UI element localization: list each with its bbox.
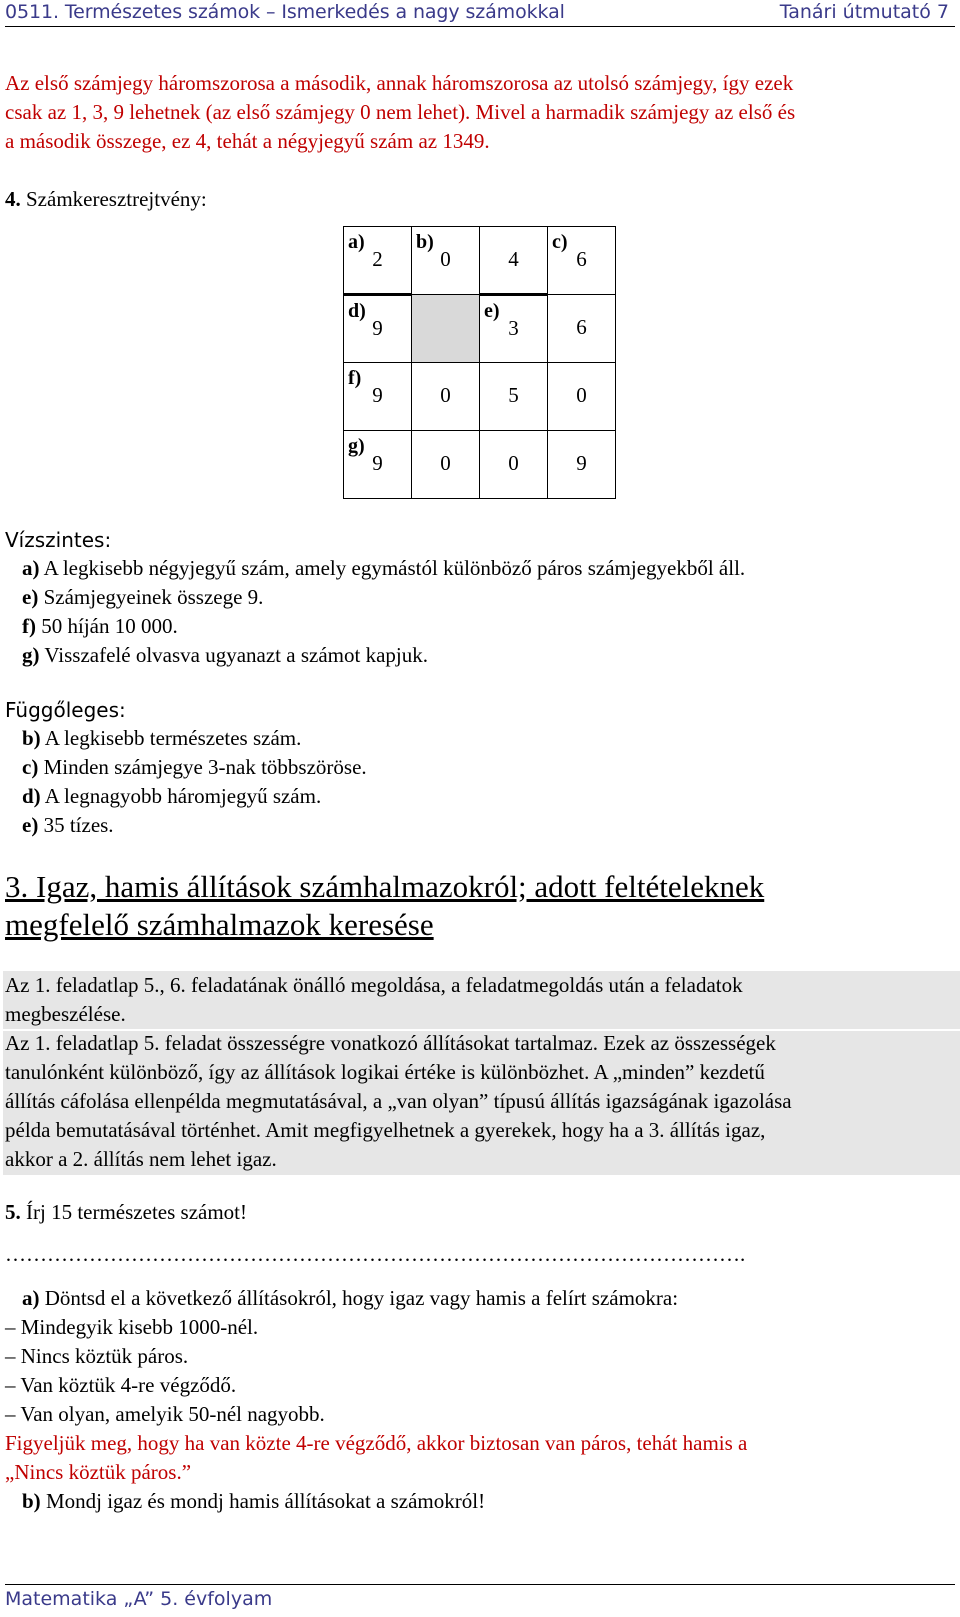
task-5-number: 5.	[5, 1200, 21, 1224]
task-4-text: Számkeresztrejtvény:	[20, 187, 207, 211]
cell-label: b)	[416, 231, 434, 253]
task-4-number: 4.	[5, 187, 21, 211]
clue-text: A legnagyobb háromjegyű szám.	[40, 784, 322, 808]
crossword-cell	[344, 431, 412, 499]
task-5a-text: Döntsd el a következő állításokról, hogy igaz vagy hamis a felírt számokra:	[39, 1286, 679, 1310]
shaded-1-line: megbeszélése.	[5, 1002, 126, 1026]
crossword-cell	[480, 295, 548, 363]
cell-digit: 9	[372, 451, 383, 475]
cell-label: e)	[484, 300, 500, 322]
shaded-2-line: Az 1. feladatlap 5. feladat összességre vonatkozó állításokat tartalmaz. Ezek az összességek	[5, 1031, 776, 1055]
cell-label: f)	[348, 367, 362, 389]
cell-label: g)	[348, 435, 365, 457]
vertical-clue	[22, 753, 367, 782]
header-page-info: Tanári útmutató 7	[779, 1, 949, 23]
footer-text: Matematika „A” 5. évfolyam	[5, 1588, 273, 1610]
statement: – Mindegyik kisebb 1000-nél.	[5, 1315, 259, 1339]
task-5-title	[5, 1198, 247, 1227]
answer-dotted-line: …………………………………………………………………………………………….	[5, 1242, 746, 1266]
statement: – Van olyan, amelyik 50-nél nagyobb.	[5, 1402, 325, 1426]
crossword-grid	[343, 226, 616, 499]
shaded-2-line: tanulónként különböző, így az állítások logikai értéke is különbözhet. A „minden” kezdetű	[5, 1060, 765, 1084]
clue-key: c)	[22, 755, 39, 779]
cell-digit: 5	[508, 383, 519, 407]
statement: – Van köztük 4-re végződő.	[5, 1373, 237, 1397]
task-5a	[22, 1284, 678, 1313]
horizontal-clue	[22, 554, 745, 583]
cell-digit: 0	[440, 451, 451, 475]
cell-digit: 0	[440, 247, 451, 271]
cell-label: c)	[552, 231, 568, 253]
crossword-cell	[412, 227, 480, 295]
clue-text: A legkisebb természetes szám.	[40, 726, 302, 750]
task-5a-key: a)	[22, 1286, 40, 1310]
clue-key: f)	[22, 614, 36, 638]
clue-text: 35 tízes.	[38, 813, 114, 837]
clue-key: b)	[22, 726, 41, 750]
section-3-heading	[5, 868, 905, 944]
clue-key: g)	[22, 643, 40, 667]
task-5b	[22, 1487, 485, 1516]
vertical-clue	[22, 782, 321, 811]
shaded-2-line: állítás cáfolása ellenpélda megmutatásával, a „van olyan” típusú állítás igazságának igazolása	[5, 1089, 792, 1113]
section-3-heading-line-1: 3. Igaz, hamis állítások számhalmazokról; adott feltételeknek	[5, 869, 765, 904]
cell-label: d)	[348, 300, 366, 322]
crossword-cell	[548, 431, 616, 499]
horizontal-heading: Vízszintes:	[5, 528, 112, 552]
clue-text: Számjegyeinek összege 9.	[38, 585, 264, 609]
page-footer	[5, 1584, 955, 1610]
horizontal-clue	[22, 641, 428, 670]
vertical-clue	[22, 724, 301, 753]
crossword-cell	[480, 431, 548, 499]
crossword-cell	[344, 363, 412, 431]
cell-digit: 9	[576, 451, 587, 475]
crossword-cell	[344, 227, 412, 295]
crossword-cell	[548, 363, 616, 431]
clue-key: e)	[22, 585, 39, 609]
crossword-cell	[412, 431, 480, 499]
clue-text: A legkisebb négyjegyű szám, amely egymástól különböző páros számjegyekből áll.	[39, 556, 746, 580]
cell-label: a)	[348, 231, 365, 253]
crossword-cell	[412, 363, 480, 431]
crossword-cell	[548, 227, 616, 295]
crossword-cell	[548, 295, 616, 363]
clue-text: Minden számjegye 3-nak többszöröse.	[38, 755, 367, 779]
cell-digit: 4	[508, 247, 519, 271]
teacher-note-line-1: Figyeljük meg, hogy ha van közte 4-re végződő, akkor biztosan van páros, tehát hamis a	[5, 1431, 748, 1455]
intro-line-1: Az első számjegy háromszorosa a második, annak háromszorosa az utolsó számjegy, így ezek	[5, 71, 794, 95]
task-4-title	[5, 185, 207, 214]
teacher-note-line-2: „Nincs köztük páros.”	[5, 1460, 192, 1484]
cell-digit: 3	[508, 316, 519, 340]
cell-digit: 6	[576, 315, 587, 339]
intro-line-3: a második összege, ez 4, tehát a négyjegyű szám az 1349.	[5, 129, 490, 153]
cell-digit: 0	[576, 383, 587, 407]
vertical-clue	[22, 811, 114, 840]
intro-line-2: csak az 1, 3, 9 lehetnek (az első számjegy 0 nem lehet). Mivel a harmadik számjegy az első és	[5, 100, 796, 124]
clue-key: a)	[22, 556, 40, 580]
cell-digit: 9	[372, 383, 383, 407]
page-header	[5, 0, 955, 27]
header-title: 0511. Természetes számok – Ismerkedés a nagy számokkal	[5, 1, 565, 23]
crossword-cell	[344, 295, 412, 363]
shaded-2-line: akkor a 2. állítás nem lehet igaz.	[5, 1147, 277, 1171]
cell-digit: 6	[576, 247, 587, 271]
horizontal-clue	[22, 583, 263, 612]
clue-key: e)	[22, 813, 39, 837]
cell-digit: 0	[440, 383, 451, 407]
clue-text: Visszafelé olvasva ugyanazt a számot kapjuk.	[39, 643, 428, 667]
task-5-text: Írj 15 természetes számot!	[20, 1200, 247, 1224]
clue-text: 50 híján 10 000.	[36, 614, 178, 638]
cell-digit: 2	[372, 247, 383, 271]
statement: – Nincs köztük páros.	[5, 1344, 189, 1368]
vertical-heading: Függőleges:	[5, 698, 126, 722]
horizontal-clue	[22, 612, 178, 641]
cell-digit: 0	[508, 451, 519, 475]
shaded-2-line: példa bemutatásával történhet. Amit megfigyelhetnek a gyerekek, hogy ha a 3. állítás igaz,	[5, 1118, 766, 1142]
task-5b-key: b)	[22, 1489, 41, 1513]
section-3-heading-line-2: megfelelő számhalmazok keresése	[5, 907, 434, 942]
task-5b-text: Mondj igaz és mondj hamis állításokat a számokról!	[40, 1489, 486, 1513]
crossword-cell	[480, 363, 548, 431]
clue-key: d)	[22, 784, 41, 808]
shaded-1-line: Az 1. feladatlap 5., 6. feladatának önálló megoldása, a feladatmegoldás után a feladatok	[5, 973, 743, 997]
crossword-blocked-cell	[412, 295, 480, 363]
cell-digit: 9	[372, 316, 383, 340]
crossword-cell	[480, 227, 548, 295]
